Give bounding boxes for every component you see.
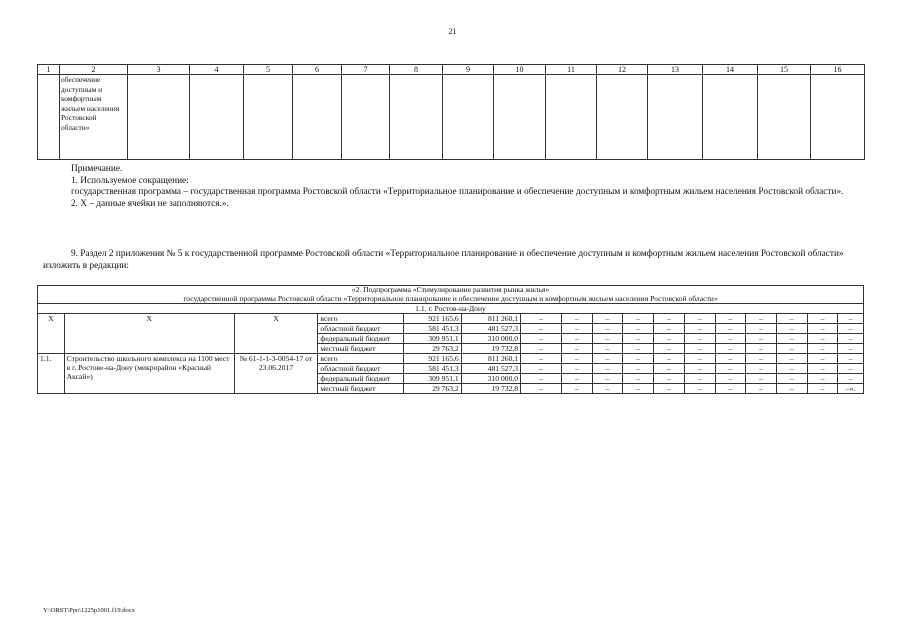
- total-value: 29 763,2: [404, 344, 461, 354]
- source-label: областной бюджет: [318, 324, 404, 334]
- column-number-row: [38, 65, 865, 75]
- row-text: обеспечение доступным и комфортным жильем населения Ростовской области»: [60, 75, 128, 160]
- table-row: Х Х Х всего 921 165,6 811 260,1 – – – – – – – – – – –: [38, 314, 864, 324]
- end-mark: –».: [838, 384, 864, 394]
- col-number: 4: [190, 65, 244, 75]
- notes-item-1-text: государственная программа – государственная программа Ростовской области «Территориальное планирование и обеспечение доступным и комфортным жильем населения Ростовской области».: [71, 187, 844, 197]
- col-number: 16: [811, 65, 865, 75]
- source-label: всего: [318, 354, 404, 364]
- paragraph-9: 9. Раздел 2 приложения № 5 к государственной программе Ростовской области «Территориальное планирование и обеспечение доступным и комфортным жильем населения Ростовской области» изложить в редакции:: [43, 249, 844, 271]
- col-number: 15: [758, 65, 811, 75]
- notes-block: [43, 164, 865, 210]
- total-value: 581 451,3: [404, 364, 461, 374]
- file-path-footer: Y:\ORST\Ppo\1225p1001.f19.docx: [43, 607, 135, 614]
- col-number: 1: [38, 65, 60, 75]
- year-value: 310 000,0: [461, 334, 520, 344]
- source-label: федеральный бюджет: [318, 374, 404, 384]
- col-number: 10: [494, 65, 546, 75]
- total-value: 29 763,2: [404, 384, 461, 394]
- year-value: 19 732,8: [461, 384, 520, 394]
- notes-item-1: 1. Используемое сокращение:: [71, 175, 189, 186]
- item-name: Строительство школьного комплекса на 1100 мест в г. Ростове-на-Дону (микрорайон «Красный Аксай»): [64, 354, 234, 394]
- table-row: федеральный бюджет 309 951,1 310 000,0 – – – – – – – – – – –: [38, 334, 864, 344]
- total-value: 309 951,1: [404, 334, 461, 344]
- col-number: 9: [443, 65, 494, 75]
- col-number: 6: [293, 65, 342, 75]
- total-value: 309 951,1: [404, 374, 461, 384]
- city-row: [38, 304, 864, 314]
- col-number: 7: [342, 65, 390, 75]
- city-label: 1.1. г. Ростов-на-Дону: [38, 304, 864, 314]
- table-title-row: [38, 295, 864, 304]
- x-cell: Х: [234, 314, 318, 354]
- source-label: местный бюджет: [318, 384, 404, 394]
- subprogram-title: «2. Подпрограмма «Стимулирование развития рынка жилья»: [38, 286, 864, 295]
- total-value: 921 165,6: [404, 314, 461, 324]
- col-number: 5: [244, 65, 293, 75]
- table-row: местный бюджет 29 763,2 19 732,8 – – – – – – – – – – –».: [38, 384, 864, 394]
- year-value: 811 260,1: [461, 314, 520, 324]
- col-number: 14: [703, 65, 758, 75]
- x-cell: Х: [64, 314, 234, 354]
- col-number: 2: [60, 65, 128, 75]
- table-row: областной бюджет 581 451,3 481 527,3 – – – – – – – – – – –: [38, 324, 864, 334]
- subprogram-table: [37, 285, 864, 394]
- col-number: 12: [597, 65, 648, 75]
- source-label: местный бюджет: [318, 344, 404, 354]
- source-label: всего: [318, 314, 404, 324]
- col-number: 11: [546, 65, 597, 75]
- total-value: 581 451,3: [404, 324, 461, 334]
- year-value: 481 527,3: [461, 324, 520, 334]
- table-row: [38, 75, 865, 160]
- item-number: 1.1.: [38, 354, 65, 394]
- col-number: 13: [648, 65, 703, 75]
- page-number: 21: [448, 27, 457, 36]
- total-value: 921 165,6: [404, 354, 461, 364]
- program-title: государственной программы Ростовской области «Территориальное планирование и обеспечение доступным и комфортным жильем населения Ростовской области»: [38, 295, 864, 304]
- year-value: 811 260,1: [461, 354, 520, 364]
- continued-table: [37, 64, 865, 160]
- col-number: 8: [390, 65, 443, 75]
- notes-item-2: 2. Х – данные ячейки не заполняются.».: [71, 198, 229, 209]
- year-value: 310 000,0: [461, 374, 520, 384]
- table-row: федеральный бюджет 309 951,1 310 000,0 – – – – – – – – – – –: [38, 374, 864, 384]
- table-row: 1.1. Строительство школьного комплекса на 1100 мест в г. Ростове-на-Дону (микрорайон «Красный Аксай») № 61-1-1-3-0054-17 от 23.06.2017 всего 921 165,6 811 260,1 – – – – – – – – – – –: [38, 354, 864, 364]
- notes-title: Примечание.: [71, 164, 123, 174]
- table-row: местный бюджет 29 763,2 19 732,8 – – – – – – – – – – –: [38, 344, 864, 354]
- x-cell: Х: [38, 314, 65, 354]
- source-label: областной бюджет: [318, 364, 404, 374]
- year-value: 19 732,8: [461, 344, 520, 354]
- year-value: 481 527,3: [461, 364, 520, 374]
- table-row: областной бюджет 581 451,3 481 527,3 – – – – – – – – – – –: [38, 364, 864, 374]
- col-number: 3: [128, 65, 190, 75]
- source-label: федеральный бюджет: [318, 334, 404, 344]
- item-document: № 61-1-1-3-0054-17 от 23.06.2017: [234, 354, 318, 394]
